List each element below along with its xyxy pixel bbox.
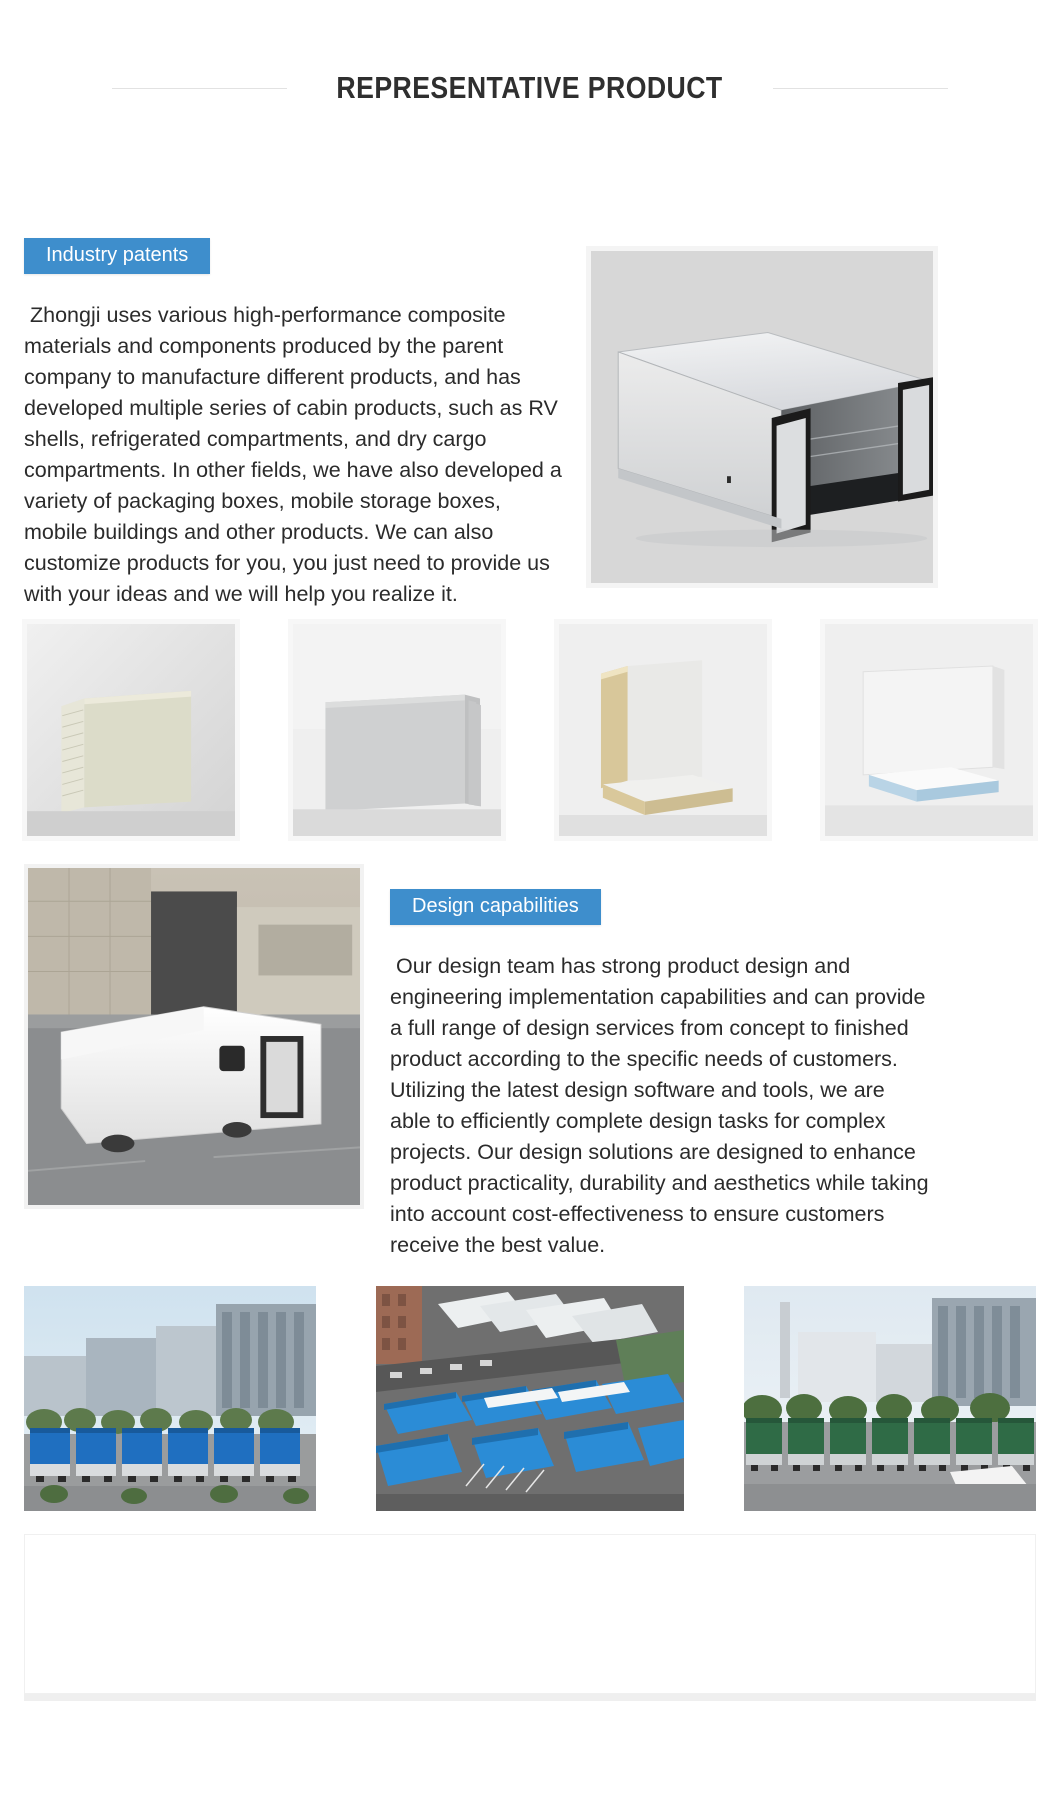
page-title: REPRESENTATIVE PRODUCT	[336, 70, 724, 105]
representative-product-page	[0, 64, 1060, 1813]
foam-sandwich-panel-illustration	[559, 624, 767, 836]
factory-image-aerial-production	[376, 1286, 684, 1511]
aerial-production-yard-illustration	[376, 1286, 684, 1511]
white-blue-panel-illustration	[825, 624, 1033, 836]
green-trucks-yard-illustration	[744, 1286, 1036, 1511]
rv-shell-image	[24, 864, 364, 1209]
flat-grey-panel-illustration	[293, 624, 501, 836]
factory-image-blue-trucks	[24, 1286, 316, 1511]
header-rule-left	[112, 88, 287, 89]
dry-cargo-container-illustration	[591, 251, 933, 583]
footer-content-box	[24, 1534, 1036, 1694]
panel-image-foam-sandwich	[554, 619, 772, 841]
design-capabilities-paragraph: Our design team has strong product design and engineering implementation capabilities and can provide a full range of design services from concept to finished product according to the specific needs of customers. Utilizing the latest design software and tools, we are able to efficiently complete design tasks for complex projects. Our design solutions are designed to enhance product practicality, durability and aesthetics while taking into account cost-effectiveness to ensure customers receive the best value.	[390, 954, 929, 1257]
industry-patents-paragraph: Zhongji uses various high-performance composite materials and components produced by the parent company to manufacture different products, and has developed multiple series of cabin products, such as RV shells, refrigerated compartments, and dry cargo compartments. In other fields, we have also developed a variety of packaging boxes, mobile storage boxes, mobile buildings and other products. We can also customize products for you, you just need to provide us with your ideas and we will help you realize it.	[24, 303, 562, 606]
header-rule-right	[773, 88, 948, 89]
badge-design-capabilities: Design capabilities	[390, 889, 601, 925]
factory-image-green-trucks	[744, 1286, 1036, 1511]
footer-divider-strip	[24, 1694, 1036, 1701]
design-capabilities-text-block	[390, 889, 930, 1261]
panel-image-honeycomb	[22, 619, 240, 841]
hero-product-image	[586, 246, 938, 588]
panel-image-white-blue	[820, 619, 1038, 841]
panel-image-flat-grey	[288, 619, 506, 841]
blue-trucks-yard-illustration	[24, 1286, 316, 1511]
section-header	[0, 64, 1060, 112]
industry-patents-text-block	[24, 238, 569, 610]
honeycomb-panel-illustration	[27, 624, 235, 836]
rv-shell-illustration	[28, 868, 360, 1205]
badge-industry-patents: Industry patents	[24, 238, 210, 274]
factory-photo-gallery	[24, 1286, 1036, 1511]
composite-panel-gallery	[22, 619, 1038, 841]
